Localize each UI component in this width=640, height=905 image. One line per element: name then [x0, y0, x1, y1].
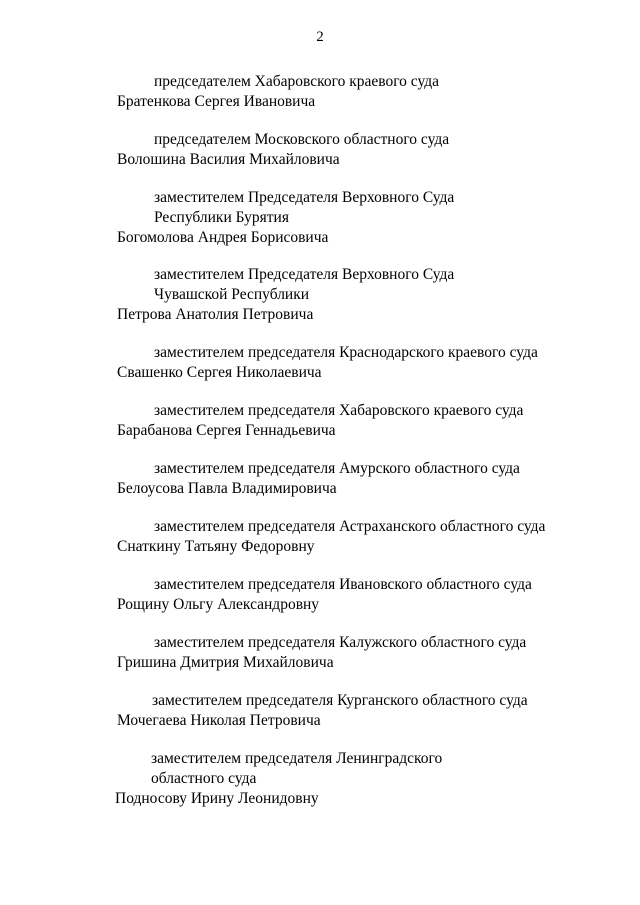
- position-line: Республики Бурятия: [154, 209, 289, 226]
- person-name: Волошина Василия Михайловича: [117, 151, 340, 168]
- person-name: Братенкова Сергея Ивановича: [117, 93, 316, 110]
- appointment-entry: [0, 130, 640, 170]
- position-line: заместителем председателя Курганского областного суда: [152, 692, 528, 709]
- person-name: Богомолова Андрея Борисовича: [117, 229, 329, 246]
- position-line: заместителем председателя Калужского областного суда: [154, 634, 527, 651]
- appointment-entry: [0, 691, 640, 731]
- person-name: Снаткину Татьяну Федоровну: [117, 538, 315, 555]
- position-line: заместителем Председателя Верховного Суда: [154, 266, 455, 283]
- appointment-entry: [0, 343, 640, 383]
- person-name: Гришина Дмитрия Михайловича: [117, 654, 334, 671]
- position-line: председателем Хабаровского краевого суда: [154, 73, 440, 90]
- position-line: заместителем председателя Хабаровского краевого суда: [154, 402, 524, 419]
- appointment-entry: [0, 575, 640, 615]
- position-line: заместителем председателя Краснодарского краевого суда: [154, 344, 538, 361]
- person-name: Рощину Ольгу Александровну: [117, 596, 320, 613]
- person-name: Свашенко Сергея Николаевича: [117, 364, 322, 381]
- appointment-entry: [0, 72, 640, 112]
- appointment-entry: [0, 517, 640, 557]
- appointment-entry: [0, 749, 640, 809]
- position-line: областного суда: [151, 770, 257, 787]
- person-name: Подносову Ирину Леонидовну: [115, 790, 319, 807]
- position-line: заместителем председателя Ивановского областного суда: [154, 576, 532, 593]
- person-name: Мочегаева Николая Петровича: [117, 712, 321, 729]
- position-line: заместителем Председателя Верховного Суда: [154, 189, 455, 206]
- person-name: Барабанова Сергея Геннадьевича: [117, 422, 336, 439]
- position-line: заместителем председателя Астраханского областного суда: [154, 518, 546, 535]
- position-line: заместителем председателя Ленинградского: [151, 750, 443, 767]
- person-name: Петрова Анатолия Петровича: [117, 306, 314, 323]
- appointment-entry: [0, 633, 640, 673]
- appointment-entry: [0, 401, 640, 441]
- appointment-entry: [0, 188, 640, 248]
- position-line: заместителем председателя Амурского областного суда: [154, 460, 520, 477]
- page-number: 2: [316, 29, 324, 45]
- appointment-entry: [0, 459, 640, 499]
- position-line: Чувашской Республики: [154, 286, 310, 303]
- appointment-entry: [0, 265, 640, 325]
- person-name: Белоусова Павла Владимировича: [117, 480, 337, 497]
- position-line: председателем Московского областного суда: [154, 131, 450, 148]
